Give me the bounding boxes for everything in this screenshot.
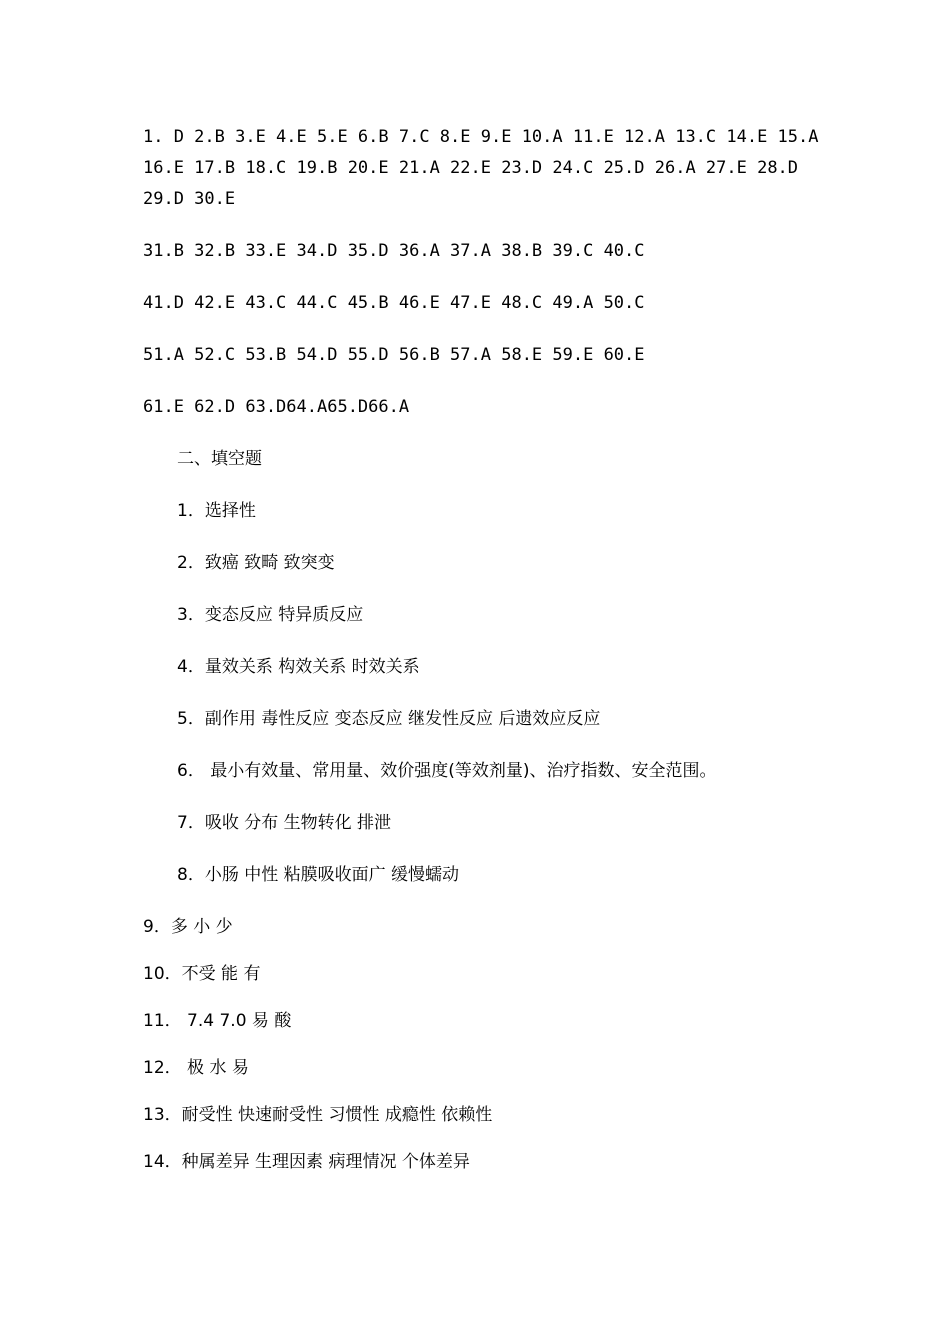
fill-blank-item: 10．不受 能 有 xyxy=(143,964,261,984)
fill-blank-item: 9．多 小 少 xyxy=(143,917,233,937)
answers-51-60: 51.A 52.C 53.B 54.D 55.D 56.B 57.A 58.E 59.E 60.E xyxy=(143,345,645,365)
answers-1-30: 1. D 2.B 3.E 4.E 5.E 6.B 7.C 8.E 9.E 10.A 11.E 12.A 13.C 14.E 15.A 16.E 17.B 18.C 19.B 20.E 21.A 22.E 23.D 24.C 25.D 26.A 27.E 28.D 29.D 30.E xyxy=(143,127,819,209)
fill-blank-item: 13．耐受性 快速耐受性 习惯性 成瘾性 依赖性 xyxy=(143,1105,493,1125)
answers-41-50: 41.D 42.E 43.C 44.C 45.B 46.E 47.E 48.C 49.A 50.C xyxy=(143,293,645,313)
fill-blank-item: 6． 最小有效量、常用量、效价强度(等效剂量)、治疗指数、安全范围。 xyxy=(177,761,717,781)
fill-blank-item: 5．副作用 毒性反应 变态反应 继发性反应 后遗效应反应 xyxy=(177,709,601,729)
fill-blank-item: 2．致癌 致畸 致突变 xyxy=(177,553,335,573)
answers-61-66: 61.E 62.D 63.D64.A65.D66.A xyxy=(143,397,410,417)
fill-blank-item: 8．小肠 中性 粘膜吸收面广 缓慢蠕动 xyxy=(177,865,460,885)
fill-blank-item: 1．选择性 xyxy=(177,501,256,521)
section-title: 二、填空题 xyxy=(177,449,262,469)
fill-blank-item: 14．种属差异 生理因素 病理情况 个体差异 xyxy=(143,1152,470,1172)
fill-blank-item: 7．吸收 分布 生物转化 排泄 xyxy=(177,813,392,833)
fill-blank-item: 11． 7.4 7.0 易 酸 xyxy=(143,1011,292,1031)
fill-blank-item: 3．变态反应 特异质反应 xyxy=(177,605,364,625)
answers-31-40: 31.B 32.B 33.E 34.D 35.D 36.A 37.A 38.B 39.C 40.C xyxy=(143,241,645,261)
fill-blank-item: 12． 极 水 易 xyxy=(143,1058,249,1078)
fill-blank-item: 4．量效关系 构效关系 时效关系 xyxy=(177,657,420,677)
